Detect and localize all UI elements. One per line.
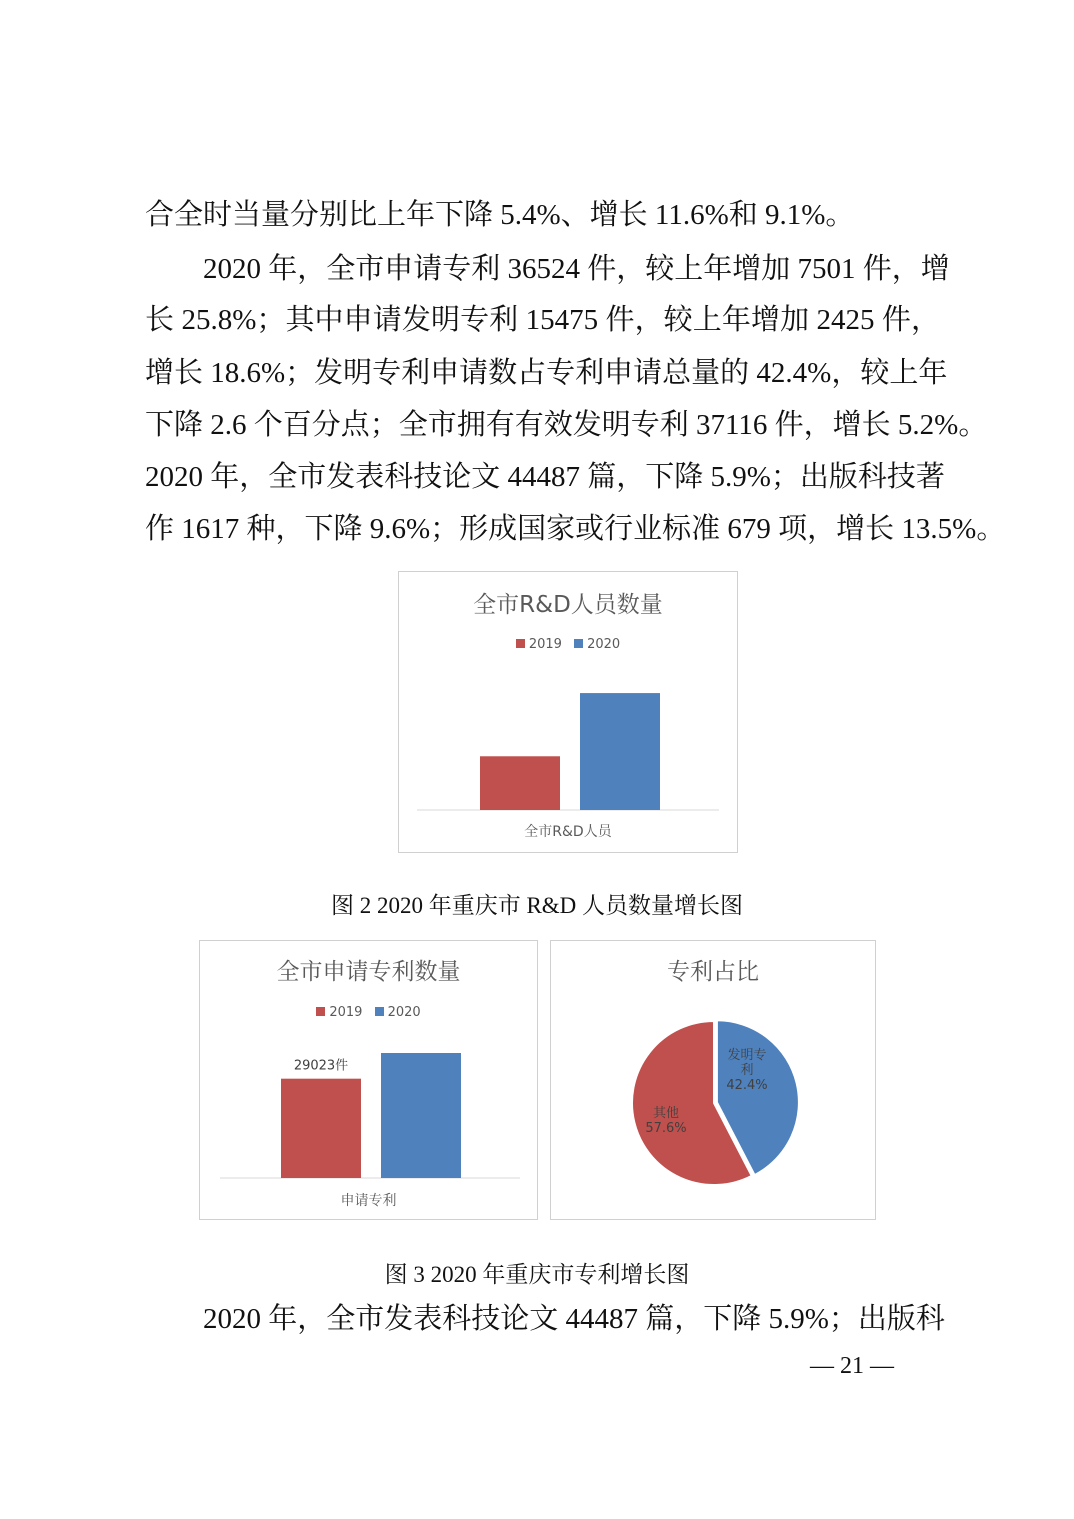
rd-personnel-chart — [398, 571, 738, 853]
paragraph-line: 2020 年，全市发表科技论文 44487 篇，下降 5.9%；出版科 — [203, 1303, 945, 1335]
slice-name-label: 利 — [740, 1063, 754, 1078]
chart-title: 全市R&D人员数量 — [473, 592, 663, 618]
page-number: — 21 — — [810, 1353, 894, 1379]
bar-2020 — [381, 1053, 461, 1178]
paragraph-line: 2020 年，全市申请专利 36524 件，较上年增加 7501 件，增 — [203, 253, 950, 285]
chart-title: 专利占比 — [667, 959, 759, 985]
x-category-label: 申请专利 — [340, 1193, 397, 1209]
bar-plot-area — [200, 941, 537, 1219]
slice-name-label: 其他 — [652, 1106, 680, 1121]
slice-name-label: 发明专 — [727, 1048, 767, 1063]
slice-value-label: 42.4% — [726, 1078, 768, 1093]
bar-2020 — [580, 693, 660, 810]
figure-caption: 图 2 2020 年重庆市 R&D 人员数量增长图 — [330, 893, 744, 918]
paragraph-line: 2020 年，全市发表科技论文 44487 篇，下降 5.9%；出版科技著 — [145, 461, 945, 493]
bar-2019 — [480, 756, 560, 810]
legend-label: 2020 — [587, 637, 621, 652]
paragraph-line: 合全时当量分别比上年下降 5.4%、增长 11.6%和 9.1%。 — [145, 199, 855, 231]
patent-share-chart — [550, 940, 876, 1220]
legend-label: 2019 — [329, 1005, 363, 1020]
paragraph-line: 增长 18.6%；发明专利申请数占专利申请总量的 42.4%，较上年 — [145, 357, 948, 389]
paragraph-line: 作 1617 种，下降 9.6%；形成国家或行业标准 679 项，增长 13.5%。 — [145, 513, 1006, 545]
figure-caption: 图 3 2020 年重庆市专利增长图 — [384, 1262, 690, 1287]
paragraph-line: 长 25.8%；其中申请发明专利 15475 件，较上年增加 2425 件， — [145, 304, 940, 336]
bar-plot-area — [399, 572, 737, 852]
pie-plot-area — [551, 941, 875, 1219]
slice-value-label: 57.6% — [645, 1121, 687, 1136]
x-category-label: 全市R&D人员 — [524, 824, 612, 840]
paragraph-line: 下降 2.6 个百分点；全市拥有有效发明专利 37116 件，增长 5.2%。 — [145, 409, 988, 441]
chart-title: 全市申请专利数量 — [276, 959, 461, 985]
patent-applications-chart — [199, 940, 538, 1220]
bar-2019 — [281, 1079, 361, 1178]
data-label: 29023件 — [293, 1058, 349, 1074]
legend-label: 2020 — [387, 1005, 421, 1020]
legend-label: 2019 — [528, 637, 562, 652]
